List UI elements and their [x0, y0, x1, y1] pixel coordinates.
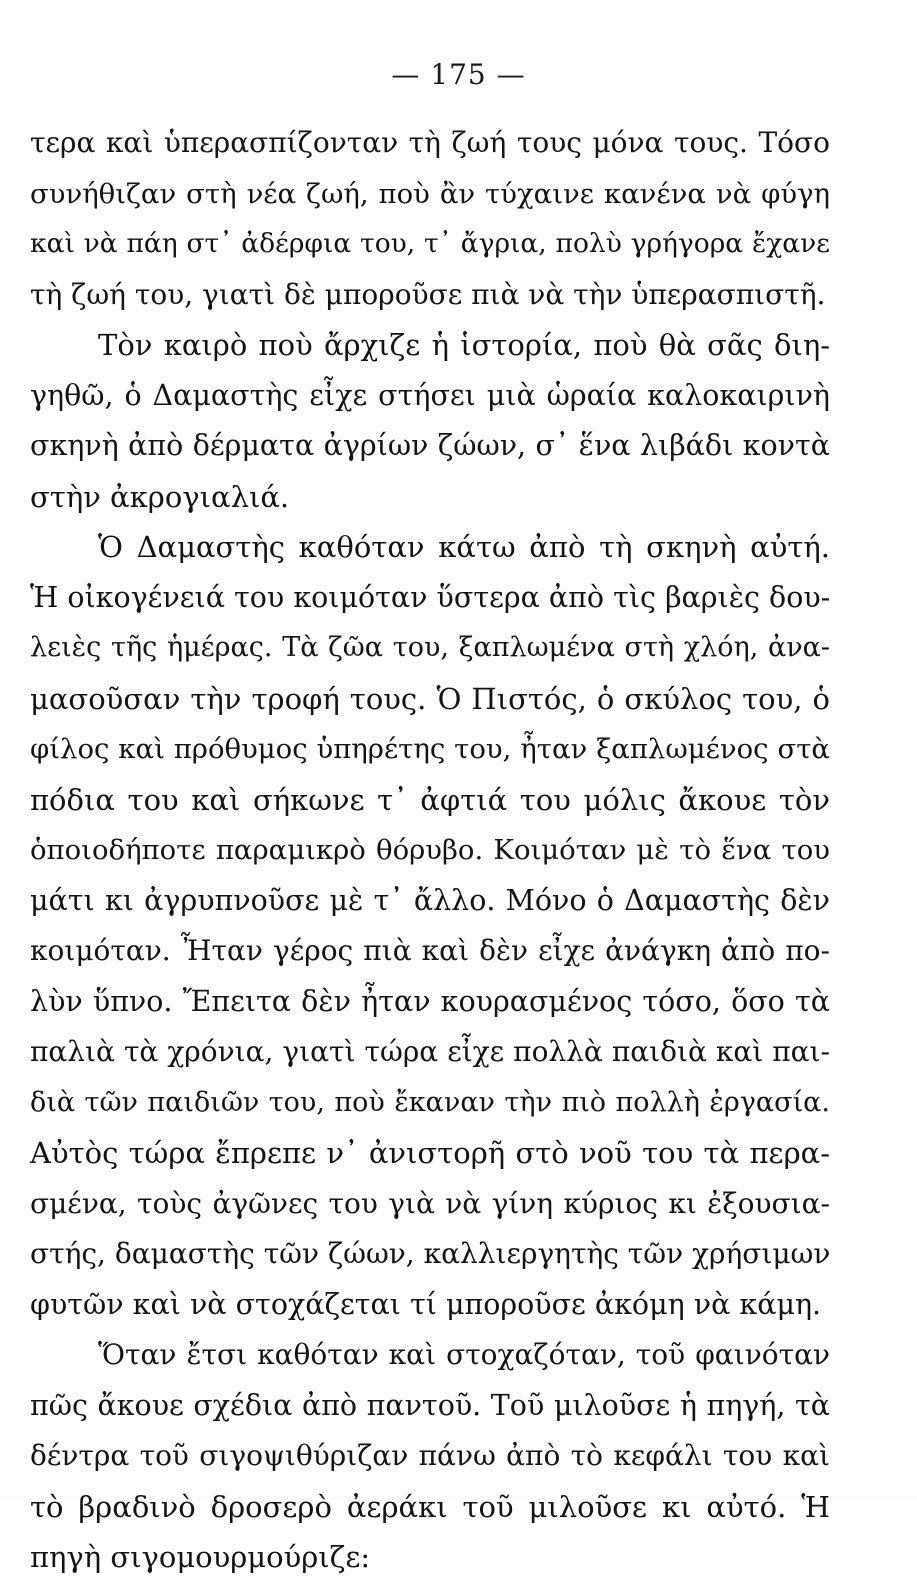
text-line: κοιμόταν. Ἦταν γέρος πιὰ καὶ δὲν εἶχε ἀνάγκη ἀπὸ πο-	[30, 934, 830, 967]
text-line: τὴ ζωή του, γιατὶ δὲ μποροῦσε πιὰ νὰ τὴν ὑπερασπιστῆ.	[30, 277, 826, 311]
page-number: — 175 —	[391, 58, 526, 91]
text-line: πῶς ἄκουε σχέδια ἀπὸ παντοῦ. Τοῦ μιλοῦσε ἡ πηγή, τὰ	[30, 1388, 830, 1422]
text-line: ὁποιοδήποτε παραμικρὸ θόρυβο. Κοιμόταν μὲ τὸ ἕνα του	[30, 834, 830, 866]
text-line: Αὐτὸς τώρα ἔπρεπε ν᾿ ἀνιστορῆ στὸ νοῦ του τὰ περα-	[30, 1136, 830, 1170]
text-line: φίλος καὶ πρόθυμος ὑπηρέτης του, ἦταν ξαπλωμένος στὰ	[30, 733, 830, 765]
text-line: Τὸν καιρὸ ποὺ ἄρχιζε ἡ ἱστορία, ποὺ θὰ σᾶς διη-	[98, 328, 830, 362]
text-line: σκηνὴ ἀπὸ δέρματα ἀγρίων ζώων, σ᾿ ἕνα λιβάδι κοντὰ	[30, 429, 830, 462]
text-line: γηθῶ, ὁ Δαμαστὴς εἶχε στήσει μιὰ ὡραία καλοκαιρινὴ	[30, 378, 830, 412]
text-line: φυτῶν καὶ νὰ στοχάζεται τί μποροῦσε ἀκόμη νὰ κάμη.	[30, 1287, 822, 1321]
text-line: σμένα, τοὺς ἀγῶνες του γιὰ νὰ γίνη κύριος κι ἐξουσια-	[30, 1186, 830, 1220]
text-line: τὸ βραδινὸ δροσερὸ ἀεράκι τοῦ μιλοῦσε κι αὐτό. Ἡ	[30, 1489, 830, 1524]
text-line: στὴν ἀκρογιαλιά.	[30, 479, 290, 514]
text-line: καὶ νὰ πάη στ᾿ ἀδέρφια του, τ᾿ ἄγρια, πολὺ γρήγορα ἔχανε	[30, 228, 830, 259]
text-line: διὰ τῶν παιδιῶν του, ποὺ ἔκαναν τὴν πιὸ πολλὴ ἐργασία.	[30, 1086, 830, 1118]
text-line: λὺν ὕπνο. Ἔπειτα δὲν ἦταν κουρασμένος τόσο, ὅσο τὰ	[30, 984, 830, 1018]
text-line: συνήθιζαν στὴ νέα ζωή, ποὺ ἂν τύχαινε κανένα νὰ φύγη	[30, 177, 830, 210]
text-line: Ὁ Δαμαστὴς καθόταν κάτω ἀπὸ τὴ σκηνὴ αὐτή.	[98, 530, 830, 564]
text-line: δέντρα τοῦ σιγοψιθύριζαν πάνω ἀπὸ τὸ κεφάλι του καὶ	[30, 1439, 830, 1472]
text-line: Ὅταν ἔτσι καθόταν καὶ στοχαζόταν, τοῦ φαινόταν	[98, 1338, 830, 1371]
text-line: μασοῦσαν τὴν τροφή τους. Ὁ Πιστός, ὁ σκύλος του, ὁ	[30, 681, 830, 716]
text-line: στής, δαμαστὴς τῶν ζώων, καλλιεργητὴς τῶν χρήσιμων	[30, 1237, 831, 1270]
text-line: λειὲς τῆς ἡμέρας. Τὰ ζῶα του, ξαπλωμένα στὴ χλόη, ἀνα-	[30, 632, 830, 663]
body-text	[30, 118, 830, 1583]
text-line: Ἡ οἰκογένειά του κοιμόταν ὕστερα ἀπὸ τὶς βαριὲς δου-	[30, 580, 831, 614]
text-line: μάτι κι ἀγρυπνοῦσε μὲ τ᾿ ἄλλο. Μόνο ὁ Δαμαστὴς δὲν	[30, 883, 830, 917]
text-line: πηγὴ σιγομουρμούριζε:	[30, 1540, 371, 1574]
text-line: πόδια του καὶ σήκωνε τ᾿ ἀφτιά του μόλις ἄκουε τὸν	[30, 782, 830, 817]
text-line: παλιὰ τὰ χρόνια, γιατὶ τώρα εἶχε πολλὰ παιδιὰ καὶ παι-	[30, 1035, 830, 1068]
text-line: τερα καὶ ὑπερασπίζονταν τὴ ζωή τους μόνα τους. Τόσο	[30, 126, 830, 159]
